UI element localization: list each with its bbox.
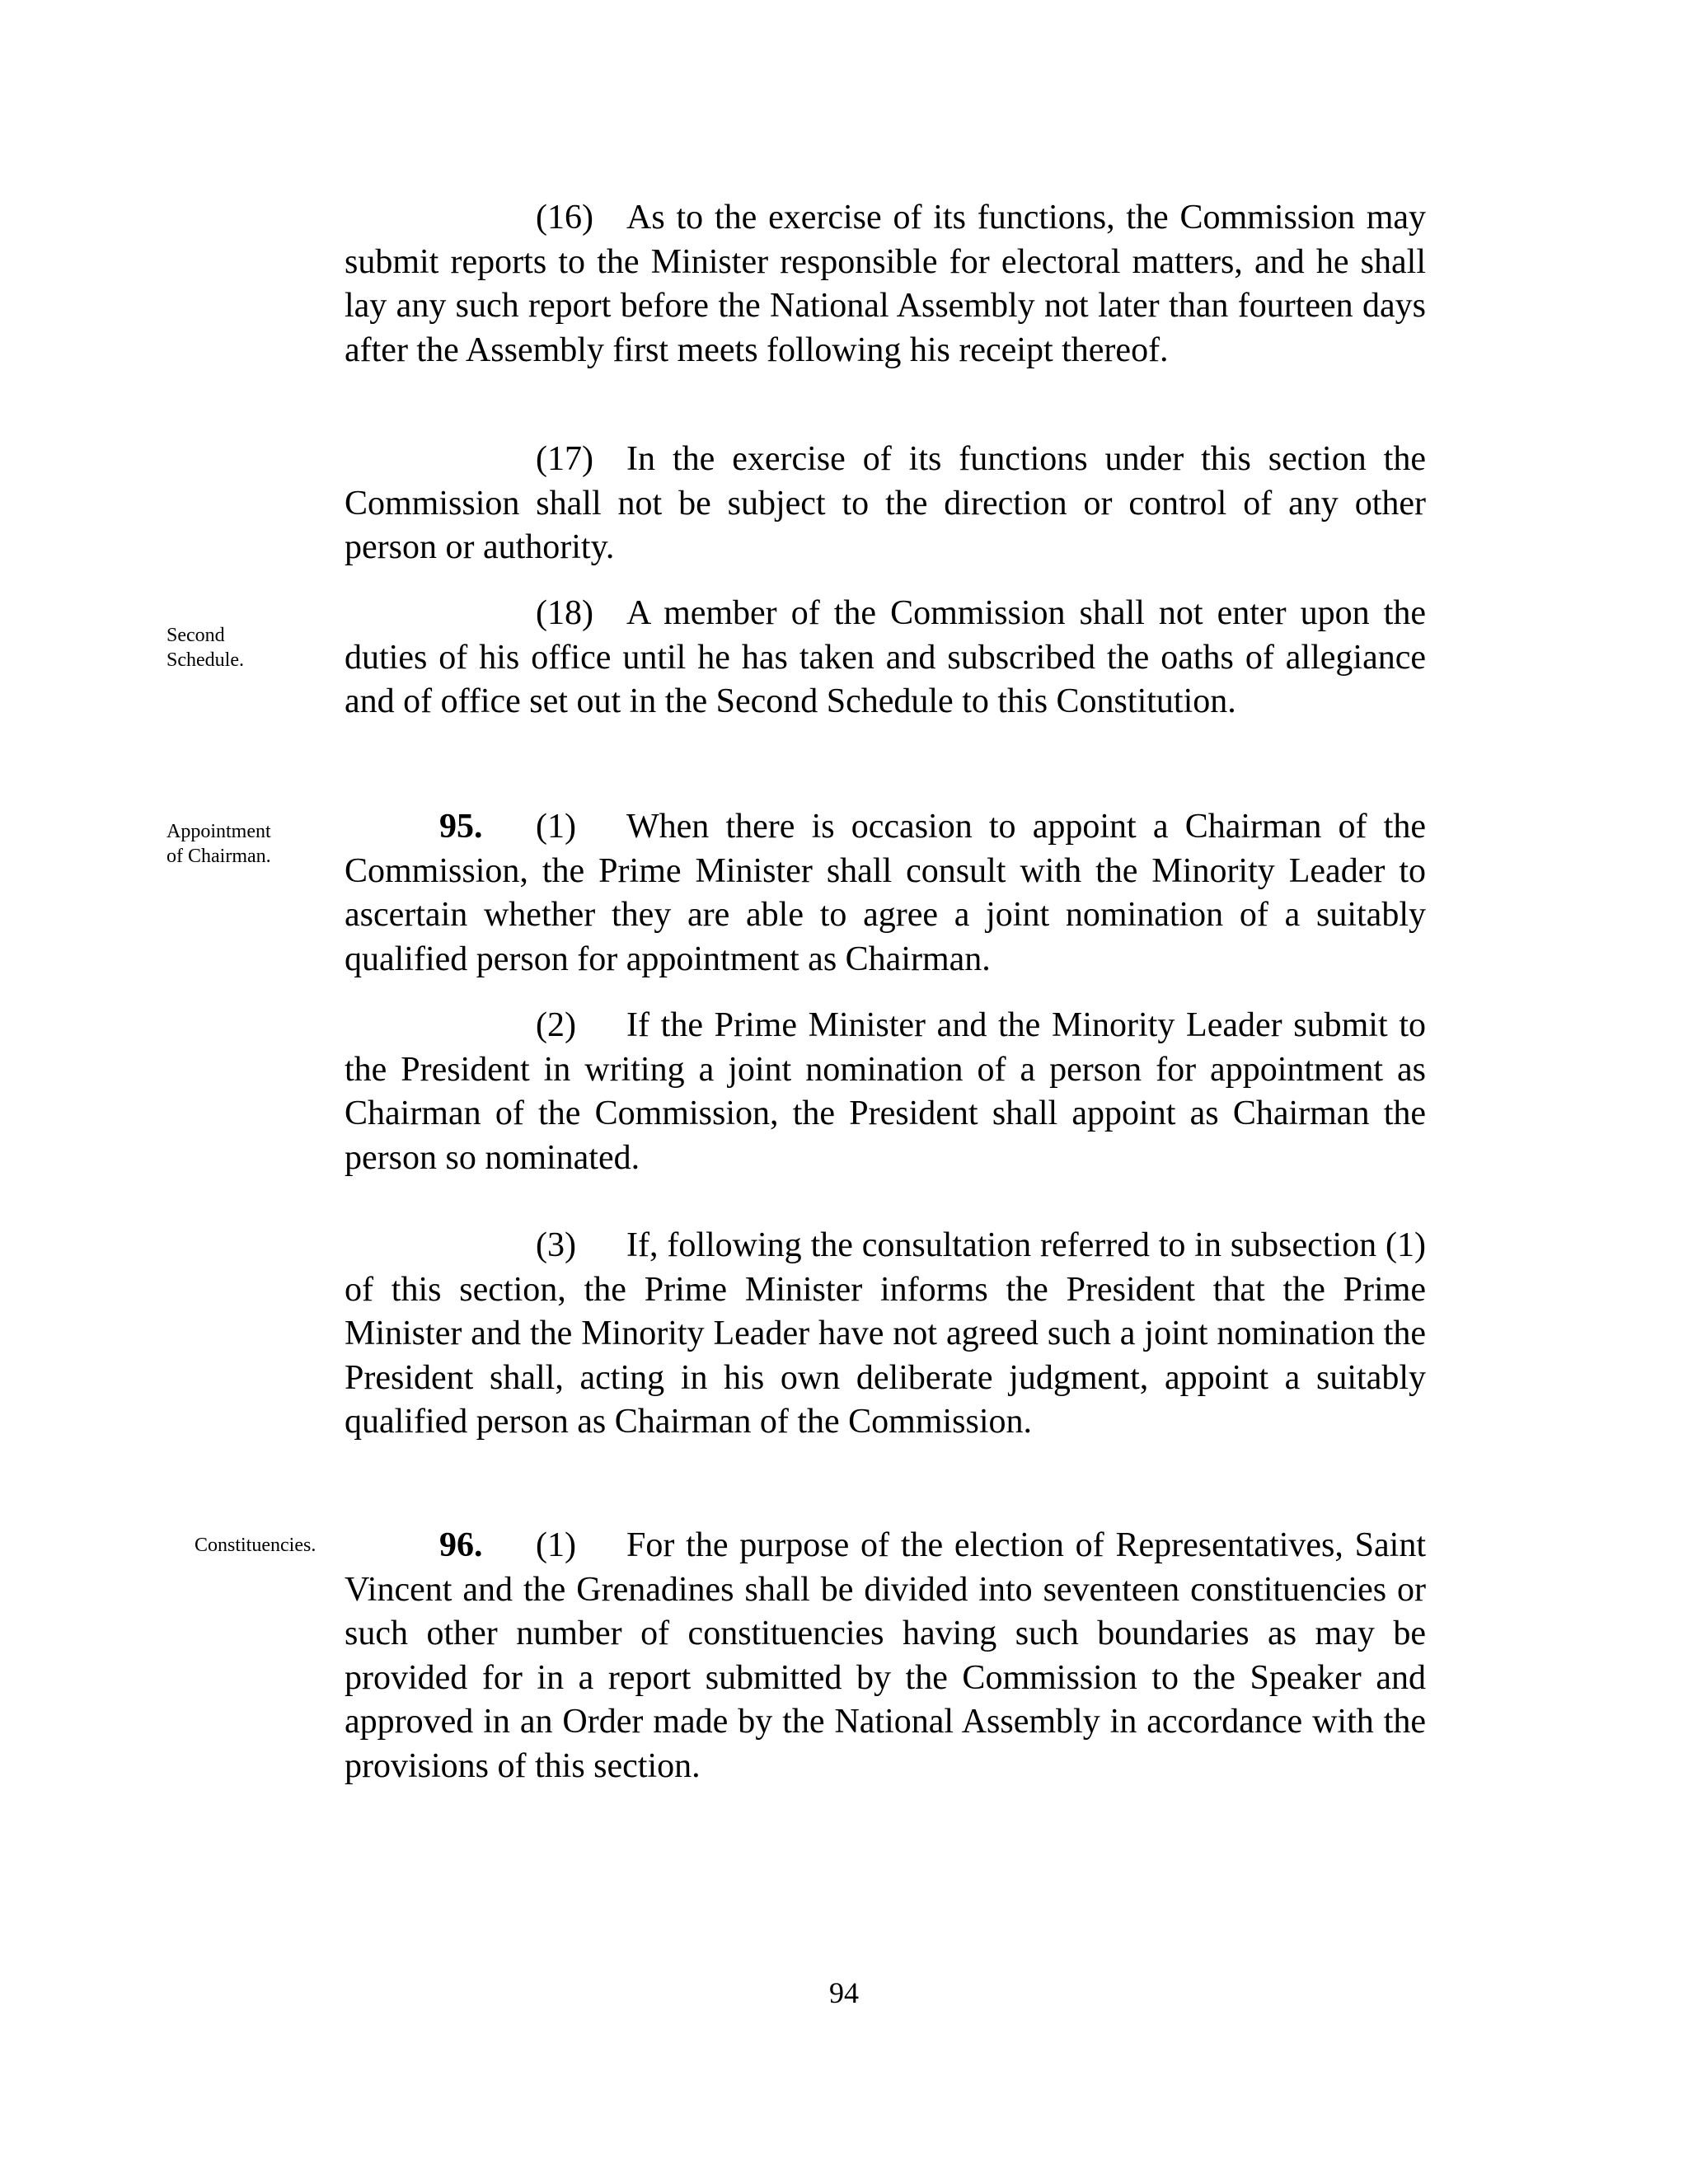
paragraph-18 bbox=[345, 592, 1426, 724]
section-number: 95. bbox=[439, 808, 483, 846]
paragraph-text: A member of the Commission shall not enter upon the duties of his office until he has taken and subscribed the oaths of allegiance and of office set out in the Second Schedule to this Constitution. bbox=[345, 594, 1426, 720]
section-number: 96. bbox=[439, 1526, 483, 1564]
margin-note-appointment-of-chairman bbox=[166, 819, 271, 869]
section-95-subsection-1 bbox=[345, 805, 1426, 982]
margin-note-line: Appointment bbox=[166, 821, 271, 842]
subsection-number: (16) bbox=[536, 199, 593, 237]
subsection-number: (3) bbox=[536, 1226, 576, 1264]
margin-note-line: Schedule. bbox=[166, 649, 244, 671]
paragraph-text: In the exercise of its functions under this section the Commission shall not be subject to the direction or control of any other person or authority. bbox=[345, 440, 1426, 566]
paragraph-text: When there is occasion to appoint a Chairman of the Commission, the Prime Minister shall consult with the Minority Leader to ascertain whether they are able to agree a joint nomination of a suitably qualified person for appointment as Chairman. bbox=[345, 808, 1426, 978]
subsection-number: (18) bbox=[536, 594, 593, 632]
section-95-subsection-3 bbox=[345, 1224, 1426, 1445]
paragraph-text: If, following the consultation referred to in subsection (1) of this section, the Prime Minister informs the President that the Prime Minister and the Minority Leader have not agreed such a joint nomination the President shall, acting in his own deliberate judgment, appoint a suitably qualified person as Chairman of the Commission. bbox=[345, 1226, 1426, 1441]
margin-note-constituencies: Constituencies. bbox=[195, 1535, 316, 1556]
subsection-number: (2) bbox=[536, 1006, 576, 1044]
subsection-number: (1) bbox=[536, 1526, 576, 1564]
page-number: 94 bbox=[829, 1976, 859, 2009]
margin-note-line: of Chairman. bbox=[166, 846, 271, 867]
subsection-number: (17) bbox=[536, 440, 593, 478]
margin-note-second-schedule bbox=[166, 623, 244, 673]
margin-note-line: Second bbox=[166, 625, 225, 646]
section-95-subsection-2 bbox=[345, 1004, 1426, 1180]
paragraph-16 bbox=[345, 196, 1426, 373]
paragraph-text: If the Prime Minister and the Minority Leader submit to the President in writing a joint nomination of a person for appointment as Chairman of the Commission, the President shall appoint as Chairman the person so nominated. bbox=[345, 1006, 1426, 1177]
paragraph-text: As to the exercise of its functions, the Commission may submit reports to the Minister responsible for electoral matters, and he shall lay any such report before the National Assembly not later than fourteen days after the Assembly first meets following his receipt thereof. bbox=[345, 199, 1426, 369]
paragraph-text: For the purpose of the election of Representatives, Saint Vincent and the Grenadines shall be divided into seventeen constituencies or such other number of constituencies having such boundaries as may be provided for in a report submitted by the Commission to the Speaker and approved in an Order made by the National Assembly in accordance with the provisions of this section. bbox=[345, 1526, 1426, 1785]
paragraph-17 bbox=[345, 438, 1426, 570]
subsection-number: (1) bbox=[536, 808, 576, 846]
section-96-subsection-1 bbox=[345, 1524, 1426, 1788]
